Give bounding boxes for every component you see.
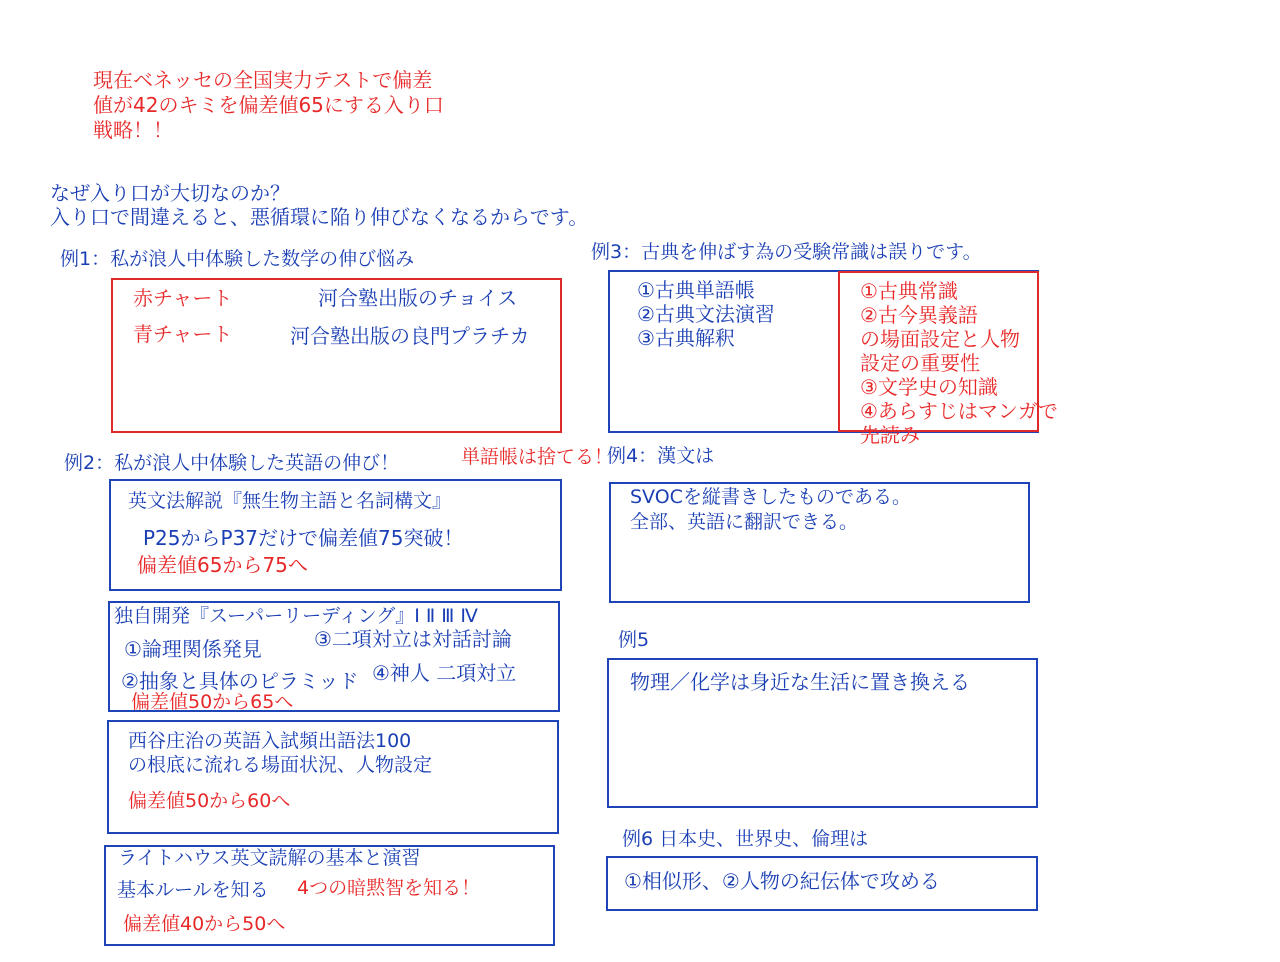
title-line-3: 戦略！！ (93, 118, 173, 142)
ex2-box4-title: ライトハウス英文読解の基本と演習 (118, 847, 421, 869)
ex3-right-item-5: ③文学史の知識 (860, 375, 998, 399)
ex2-box3-line2: の根底に流れる場面状況、人物設定 (128, 754, 433, 776)
ex2-box2-p2: ②抽象と具体のピラミッド (121, 669, 359, 693)
ex2-box2-result: 偏差値50から65へ (131, 691, 294, 713)
ex2-box3-result: 偏差値50から60へ (128, 790, 291, 812)
title-line-1: 現在ベネッセの全国実力テストで偏差 (93, 68, 433, 92)
ex4-line-2: 全部、英語に翻訳できる。 (630, 511, 859, 533)
ex3-right-item-6: ④あらすじはマンガで (860, 399, 1058, 423)
ex3-right-item-7: 先読み (860, 423, 920, 447)
ex2-box4-result: 偏差値40から50へ (123, 913, 286, 935)
ex2-box2-p4: ④神人 二項対立 (372, 661, 517, 685)
ex3-left-item-2: ②古典文法演習 (637, 302, 775, 326)
ex2-box1-title: 英文法解説『無生物主語と名詞構文』 (128, 490, 452, 512)
ex3-right-item-3: の場面設定と人物 (860, 327, 1020, 351)
ex2-box3-line1: 西谷庄治の英語入試頻出語法100 (128, 730, 412, 752)
ex2-box2-p1: ①論理関係発見 (124, 637, 262, 661)
ex1-red-chart: 赤チャート (133, 286, 233, 310)
ex3-heading: 例3：古典を伸ばす為の受験常識は誤りです。 (591, 241, 982, 263)
ex2-box2-p3: ③二項対立は対話討論 (314, 627, 512, 651)
answer-text: 入り口で間違えると、悪循環に陥り伸びなくなるからです。 (50, 205, 589, 229)
title-line-2: 値が42のキミを偏差値65にする入り口 (93, 93, 444, 117)
ex2-box4-line: 基本ルールを知る (117, 879, 269, 901)
ex1-blue-chart: 青チャート (133, 322, 233, 346)
ex5-line: 物理／化学は身近な生活に置き換える (630, 670, 970, 694)
ex3-left-item-1: ①古典単語帳 (637, 278, 755, 302)
ex2-box1-line: P25からP37だけで偏差値75突破！ (143, 526, 464, 550)
ex2-box2-title: 独自開発『スーパーリーディング』Ⅰ Ⅱ Ⅲ Ⅳ (114, 605, 478, 627)
ex1-red-chart-desc: 河合塾出版のチョイス (318, 286, 518, 310)
ex3-left-item-3: ③古典解釈 (637, 326, 735, 350)
ex6-heading: 例6 日本史、世界史、倫理は (622, 828, 869, 850)
ex5-heading: 例5 (618, 629, 650, 651)
ex3-right-item-1: ①古典常識 (860, 279, 958, 303)
ex2-box4-note: 4つの暗黙智を知る！ (297, 877, 481, 899)
ex3-right-item-2: ②古今異義語 (860, 303, 978, 327)
ex2-note: 単語帳は捨てる！ (461, 446, 614, 468)
ex3-right-item-4: 設定の重要性 (860, 351, 980, 375)
ex6-line: ①相似形、②人物の紀伝体で攻める (624, 869, 940, 893)
ex2-box1-result: 偏差値65から75へ (137, 553, 308, 577)
ex1-heading: 例1：私が浪人中体験した数学の伸び悩み (60, 248, 415, 270)
ex4-heading: 例4：漢文は (607, 445, 715, 467)
question-text: なぜ入り口が大切なのか？ (50, 181, 290, 205)
ex4-line-1: SVOCを縦書きしたものである。 (630, 486, 911, 508)
ex2-heading: 例2：私が浪人中体験した英語の伸び！ (64, 452, 400, 474)
ex1-blue-chart-desc: 河合塾出版の良門プラチカ (290, 324, 530, 348)
